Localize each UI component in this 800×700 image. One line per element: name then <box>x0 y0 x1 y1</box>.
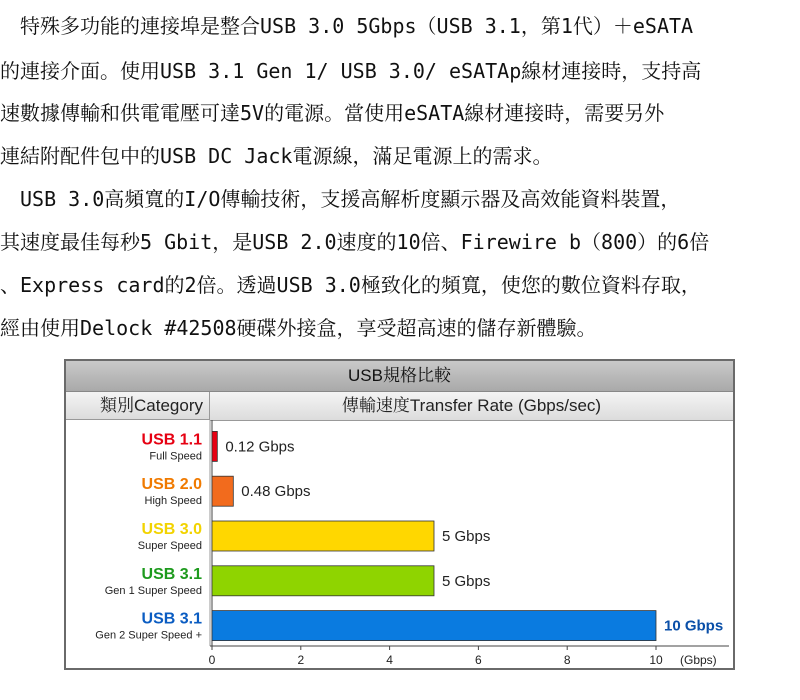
x-tick-label: 10 <box>649 653 663 667</box>
article-line: 經由使用Delock #42508硬碟外接盒，享受超高速的儲存新體驗。 <box>0 316 597 340</box>
rate-column-header: 傳輸速度Transfer Rate (Gbps/sec) <box>210 392 733 421</box>
bar-value-label: 0.48 Gbps <box>241 483 311 501</box>
usb-comparison-chart <box>64 359 735 670</box>
article-line: USB 3.0高頻寬的I/O傳輸技術，支援高解析度顯示器及高效能資料裝置， <box>0 187 681 211</box>
article-line: 其速度最佳每秒5 Gbit，是USB 2.0速度的10倍、Firewire b（800）的6倍 <box>0 230 710 254</box>
category-subtitle: Gen 1 Super Speed <box>104 584 202 597</box>
x-tick-label: 4 <box>386 653 393 667</box>
category-name: USB 3.1 <box>141 565 202 583</box>
category-column-header: 類別Category <box>66 392 210 420</box>
category-subtitle: Gen 2 Super Speed + <box>95 629 202 642</box>
category-name: USB 3.1 <box>141 610 202 628</box>
bar <box>212 431 217 461</box>
x-tick-label: 2 <box>297 653 305 667</box>
x-tick-label: 8 <box>563 653 571 667</box>
category-name: USB 1.1 <box>141 431 202 449</box>
article-line: 的連接介面。使用USB 3.1 Gen 1/ USB 3.0/ eSATAp線材連接時，支持高 <box>0 59 702 83</box>
category-name: USB 2.0 <box>141 476 202 494</box>
bar <box>212 521 434 551</box>
category-name: USB 3.0 <box>141 521 202 538</box>
x-tick-label: 6 <box>475 653 482 667</box>
x-axis-unit-label: (Gbps) <box>680 653 717 667</box>
bar <box>212 476 233 506</box>
article-line: 、Express card的2倍。透過USB 3.0極致化的頻寬，使您的數位資料存取， <box>0 273 701 297</box>
bar-value-label: 5 Gbps <box>442 528 491 545</box>
bar-value-label: 10 Gbps <box>664 617 724 635</box>
bar-value-label: 0.12 Gbps <box>225 438 295 456</box>
article-line: 特殊多功能的連接埠是整合USB 3.0 5Gbps（USB 3.1，第1代）＋eSATA <box>0 14 694 38</box>
chart-title: USB規格比較 <box>66 361 733 392</box>
category-subtitle: Super Speed <box>137 540 202 552</box>
article-line: 連結附配件包中的USB DC Jack電源線，滿足電源上的需求。 <box>0 144 553 168</box>
bar <box>212 611 656 641</box>
bar <box>212 566 434 596</box>
x-tick-label: 0 <box>208 653 216 667</box>
bar-value-label: 5 Gbps <box>442 572 491 590</box>
article-line: 速數據傳輸和供電電壓可達5V的電源。當使用eSATA線材連接時，需要另外 <box>0 101 665 125</box>
category-subtitle: Full Speed <box>149 450 202 463</box>
chart-plot <box>66 420 733 668</box>
category-subtitle: High Speed <box>144 495 202 508</box>
